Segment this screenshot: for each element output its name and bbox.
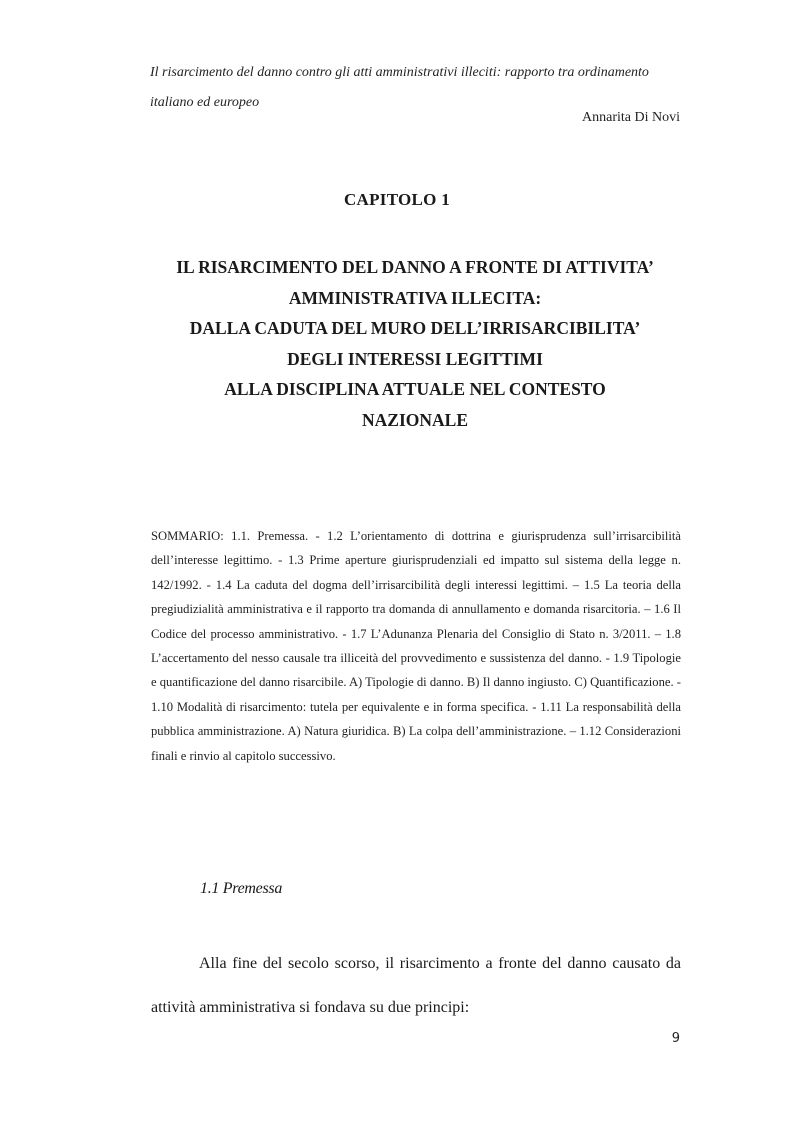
page-number: 9 [671, 1031, 680, 1046]
chapter-label: CAPITOLO 1 [343, 190, 451, 209]
section-heading: 1.1 Premessa [200, 880, 283, 897]
body-paragraph-text: Alla fine del secolo scorso, il risarcimento a fronte del danno causato da attività amministrativa si fondava su due principi: [151, 955, 681, 1016]
chapter-title-line: NAZIONALE [362, 409, 468, 430]
chapter-title-line: ALLA DISCIPLINA ATTUALE NEL CONTESTO [224, 379, 606, 399]
chapter-title [130, 252, 700, 435]
chapter-title-line: DALLA CADUTA DEL MURO DELL’IRRISARCIBILITA’ [189, 318, 641, 338]
running-title: Il risarcimento del danno contro gli atti amministrativi illeciti: rapporto tra ordinamento italiano ed europeo [150, 65, 649, 110]
chapter-title-line: AMMINISTRATIVA ILLECITA: [288, 287, 542, 308]
body-paragraph [151, 942, 681, 1030]
chapter-title-line: IL RISARCIMENTO DEL DANNO A FRONTE DI ATTIVITA’ [176, 257, 654, 277]
author-name: Annarita Di Novi [582, 110, 680, 125]
chapter-title-line: DEGLI INTERESSI LEGITTIMI [287, 348, 543, 369]
chapter-summary: SOMMARIO: 1.1. Premessa. - 1.2 L’orientamento di dottrina e giurisprudenza sull’irrisarcibilità dell’interesse legittimo. - 1.3 Prime aperture giurisprudenziali ed impatto sul sistema della legge n. 142/1992. - 1.4 La caduta del dogma dell’irrisarcibilità degli interessi legittimi. – 1.5 La teoria della pregiudizialità amministrativa e il rapporto tra domanda di annullamento e domanda risarcitoria. – 1.6 Il Codice del processo amministrativo. - 1.7 L’Adunanza Plenaria del Consiglio di Stato n. 3/2011. – 1.8 L’accertamento del nesso causale tra illiceità del provvedimento e sussistenza del danno. - 1.9 Tipologie e quantificazione del danno risarcibile. A) Tipologie di danno. B) Il danno ingiusto. C) Quantificazione. - 1.10 Modalità di risarcimento: tutela per equivalente e in forma specifica. - 1.11 La responsabilità della pubblica amministrazione. A) Natura giuridica. B) La colpa dell’amministrazione. – 1.12 Considerazioni finali e rinvio al capitolo successivo. [151, 529, 681, 763]
